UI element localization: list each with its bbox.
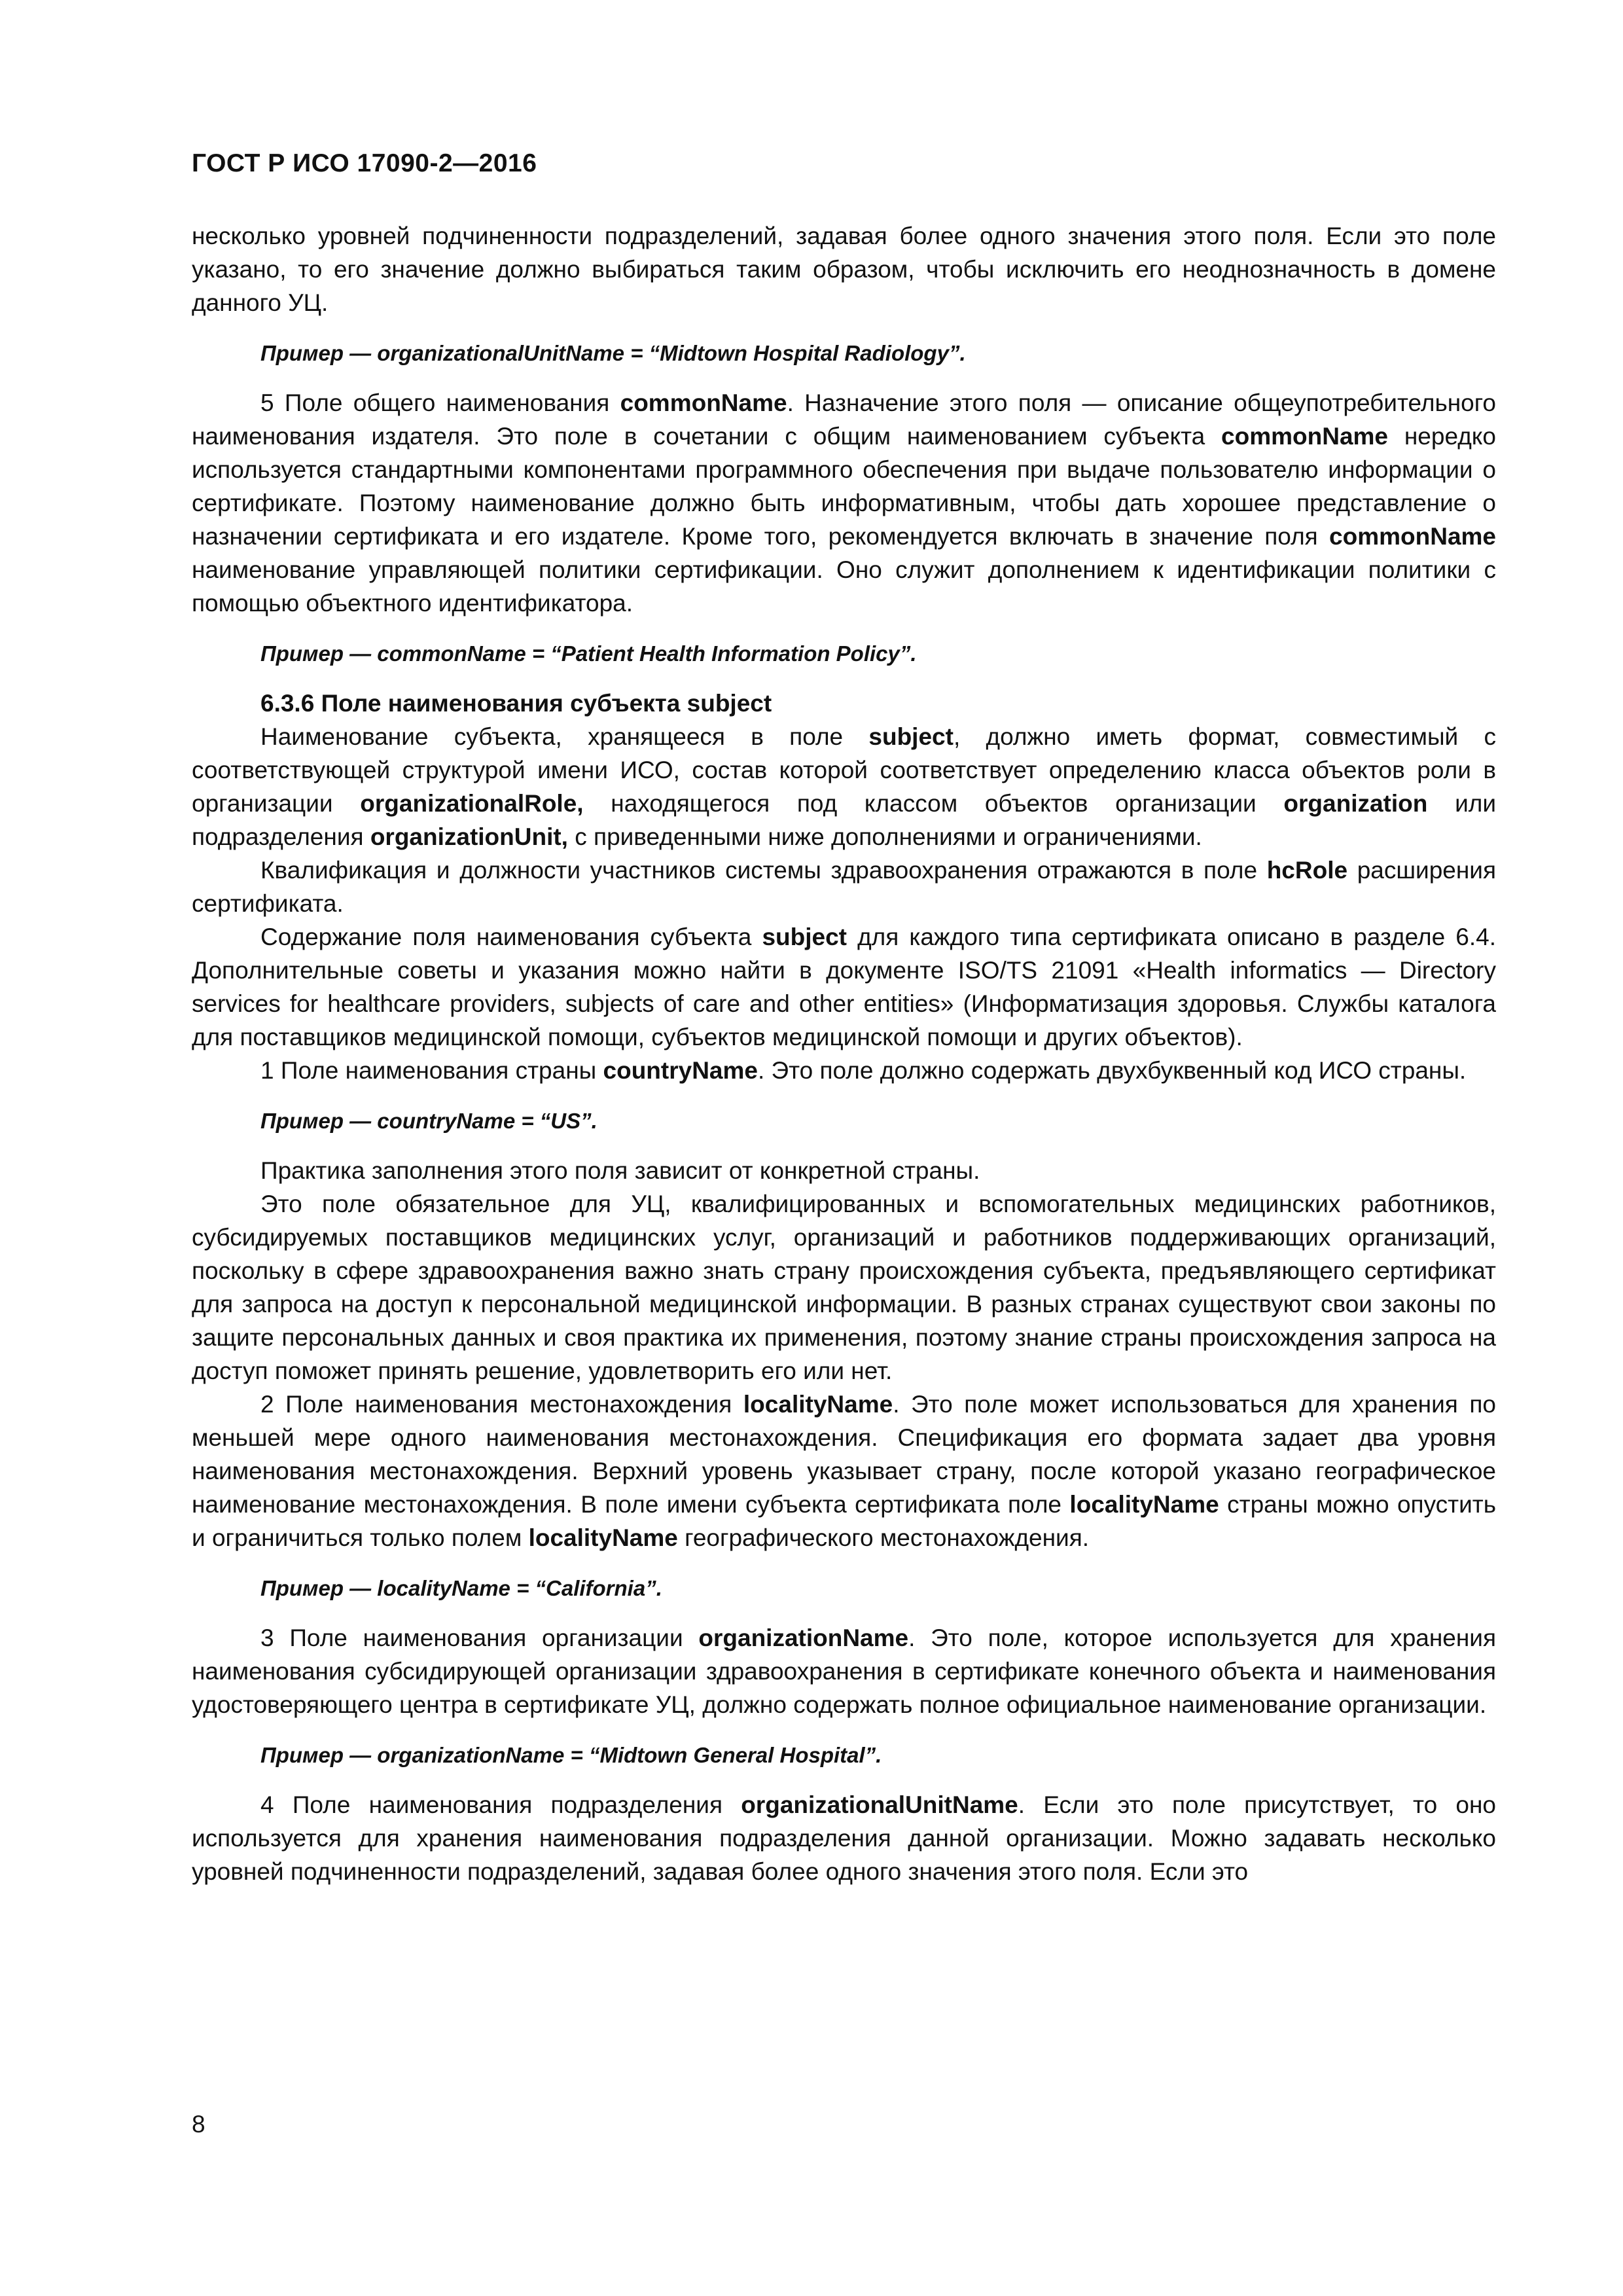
paragraph-continuation: несколько уровней подчиненности подразделений, задавая более одного значения этого поля. Если это поле указано, то его значение должно выбираться таким образом, чтобы исключить его неоднозначность в домене данного УЦ. [192, 223, 1496, 316]
paragraph-country-name: 1 Поле наименования страны countryName. Это поле должно содержать двухбуквенный код ИСО страны. [260, 1057, 1467, 1084]
paragraph-organizational-unit-name: 4 Поле наименования подразделения organizationalUnitName. Если это поле присутствует, то оно используется для хранения наименования подразделения данной организации. Можно задавать несколько уровней подчиненности подразделений, задавая более одного значения этого поля. Если это [192, 1791, 1496, 1885]
page-number: 8 [192, 2111, 205, 2138]
paragraph-hcrole: Квалификация и должности участников системы здравоохранения отражаются в поле hcRole расширения сертификата. [192, 857, 1497, 917]
paragraph-organization-name: 3 Поле наименования организации organizationName. Это поле, которое используется для хранения наименования субсидирующей организации здравоохранения в сертификате конечного объекта и наименования удостоверяющего центра в сертификате УЦ, должно содержать полное официальное наименование организации. [192, 1624, 1496, 1718]
example-locality-name: Пример — localityName = “California”. [260, 1576, 662, 1600]
paragraph-common-name: 5 Поле общего наименования commonName. Назначение этого поля — описание общеупотребительного наименования издателя. Это поле в сочетании с общим наименованием субъекта commonName нередко используется стандартными компонентами программного обеспечения при выдаче пользователю информации о сертификате. Поэтому наименование должно быть информативным, чтобы дать хорошее представление о назначении сертификата и его издателе. Кроме того, рекомендуется включать в значение поля commonName наименование управляющей политики сертификации. Оно служит дополнением к идентификации политики с помощью объектного идентификатора. [192, 389, 1496, 617]
example-organizational-unit-name: Пример — organizationalUnitName = “Midtown Hospital Radiology”. [260, 341, 966, 365]
paragraph-subject-content: Содержание поля наименования субъекта subject для каждого типа сертификата описано в разделе 6.4. Дополнительные советы и указания можно найти в документе ISO/TS 21091 «Health informatics — Directory services for healthcare providers, subjects of care and other entities» (Информатизация здоровья. Службы каталога для поставщиков медицинской помощи, субъектов медицинской помощи и других объектов). [192, 924, 1496, 1050]
document-body [192, 219, 1496, 1888]
paragraph-subject-format: Наименование субъекта, хранящееся в поле subject, должно иметь формат, совместимый с соответствующей структурой имени ИСО, состав которой соответствует определению класса объектов роли в организации organizationalRole, находящегося под классом объектов организации organization или подразделения organizationUnit, с приведенными ниже дополнениями и ограничениями. [192, 723, 1496, 850]
example-organization-name: Пример — organizationName = “Midtown General Hospital”. [260, 1743, 882, 1767]
section-heading-6-3-6: 6.3.6 Поле наименования субъекта subject [260, 690, 772, 717]
paragraph-country-practice: Практика заполнения этого поля зависит от конкретной страны. [260, 1157, 980, 1184]
example-country-name: Пример — countryName = “US”. [260, 1109, 597, 1133]
example-common-name: Пример — commonName = “Patient Health Information Policy”. [260, 641, 917, 666]
document-header: ГОСТ Р ИСО 17090-2—2016 [192, 149, 537, 177]
paragraph-locality-name: 2 Поле наименования местонахождения localityName. Это поле может использоваться для хранения по меньшей мере одного наименования местонахождения. Спецификация его формата задает два уровня наименования местонахождения. Верхний уровень указывает страну, после которой указано географическое наименование местонахождения. В поле имени субъекта сертификата поле localityName страны можно опустить и ограничиться только полем localityName географического местонахождения. [192, 1391, 1496, 1551]
paragraph-country-mandatory: Это поле обязательное для УЦ, квалифицированных и вспомогательных медицинских работников, субсидируемых поставщиков медицинских услуг, организаций и работников поддерживающих организаций, поскольку в сфере здравоохранения важно знать страну происхождения субъекта, предъявляющего сертификат для запроса на доступ к персональной медицинской информации. В разных странах существуют свои законы по защите персональных данных и своя практика их применения, поэтому знание страны происхождения запроса на доступ поможет принять решение, удовлетворить его или нет. [192, 1191, 1496, 1384]
